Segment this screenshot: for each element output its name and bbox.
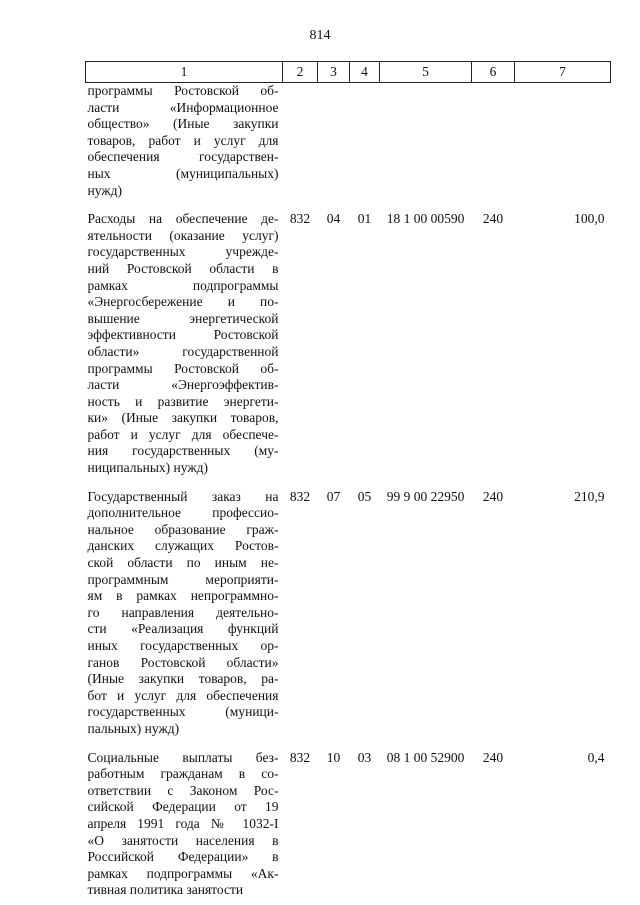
description-line: ятельности (оказание услуг) — [87, 227, 279, 243]
description-line: работным гражданам в со- — [87, 766, 279, 782]
description-line: го направления деятельно- — [87, 604, 279, 620]
table-row — [86, 83, 611, 200]
description-line: ных (муниципальных) — [87, 165, 279, 181]
section-code: 07 — [326, 488, 341, 504]
description-line: «О занятости населения в — [87, 832, 279, 848]
description-line: общество» (Иные закупки — [87, 116, 279, 132]
row-description — [86, 199, 283, 477]
column-header-2: 2 — [283, 62, 318, 83]
row-description — [86, 83, 283, 200]
description-line: Российской Федерации» в — [87, 849, 279, 865]
description-line: ганов Ростовской области» — [87, 654, 279, 670]
description-line: обеспечения государствен- — [87, 149, 279, 165]
section-code — [318, 83, 350, 200]
description-line: программы Ростовской об- — [87, 360, 279, 376]
description-line: пальных) нужд) — [87, 720, 180, 736]
amount: 0,4 — [587, 749, 605, 765]
description-line: Государственный заказ на — [87, 488, 279, 504]
amount — [515, 83, 611, 200]
section-code: 04 — [326, 211, 341, 227]
table-row — [86, 477, 611, 738]
expense-type-code: 240 — [482, 488, 504, 504]
description-line: апреля 1991 года № 1032-I — [87, 815, 279, 831]
page-number: 814 — [309, 28, 331, 43]
column-header-6: 6 — [472, 62, 515, 83]
description-line: иных государственных ор- — [87, 638, 279, 653]
description-line: бот и услуг для обеспечения — [87, 687, 279, 703]
column-header-5: 5 — [380, 62, 472, 83]
description-line: ской области по иным не- — [87, 555, 279, 571]
description-line: сти «Реализация функций — [87, 621, 279, 637]
description-line: товаров, работ и услуг для — [87, 132, 279, 148]
description-line: рамках подпрограммы — [87, 277, 279, 293]
description-line: ния государственных (му- — [87, 443, 279, 459]
amount: 100,0 — [574, 211, 605, 227]
description-line: ласти «Информационное — [87, 99, 279, 115]
subsection-code: 01 — [357, 211, 372, 227]
column-header-7: 7 — [515, 62, 611, 83]
target-article-code: 99 9 00 22950 — [386, 488, 465, 504]
description-line: нужд) — [87, 182, 122, 198]
budget-table — [85, 61, 611, 899]
expense-type-code: 240 — [482, 211, 504, 227]
subsection-code: 05 — [357, 488, 372, 504]
subsection-code: 03 — [357, 749, 372, 765]
description-line: ность и развитие энергети- — [87, 393, 279, 409]
description-line: Расходы на обеспечение де- — [87, 211, 279, 227]
target-article-code: 08 1 00 52900 — [386, 749, 465, 765]
row-description — [86, 477, 283, 738]
description-line: ям в рамках непрограммно- — [87, 588, 279, 604]
ministry-code: 832 — [289, 488, 311, 504]
description-line: эффективности Ростовской — [87, 327, 279, 343]
section-code: 10 — [326, 749, 341, 765]
column-header-4: 4 — [350, 62, 380, 83]
description-line: Социальные выплаты без- — [87, 749, 279, 765]
description-line: ответствии с Законом Рос- — [87, 782, 279, 798]
column-header-3: 3 — [318, 62, 350, 83]
description-line: (Иные закупки товаров, ра- — [87, 671, 279, 687]
description-line: тивная политика занятости — [87, 882, 244, 898]
ministry-code — [283, 83, 318, 200]
description-line: государственных учрежде- — [87, 244, 279, 260]
description-line: государственных (муници- — [87, 704, 279, 720]
description-line: программы Ростовской об- — [87, 83, 279, 98]
table-row — [86, 199, 611, 477]
expense-type-code — [472, 83, 515, 200]
expense-type-code: 240 — [482, 749, 504, 765]
description-line: дополнительное профессио- — [87, 505, 279, 521]
table-body — [86, 83, 611, 899]
description-line: «Энергосбережение и по- — [87, 294, 279, 310]
description-line: ниципальных) нужд) — [87, 460, 209, 476]
ministry-code: 832 — [289, 211, 311, 227]
subsection-code — [350, 83, 380, 200]
target-article-code — [380, 83, 472, 200]
table-row — [86, 738, 611, 899]
description-line: вышение энергетической — [87, 310, 279, 326]
ministry-code: 832 — [289, 749, 311, 765]
description-line: работ и услуг для обеспече- — [87, 426, 279, 442]
description-line: ласти «Энергоэффектив- — [87, 377, 279, 393]
description-line: ки» (Иные закупки товаров, — [87, 410, 279, 426]
description-line: сийской Федерации от 19 — [87, 799, 279, 815]
description-line: области» государственной — [87, 343, 279, 359]
table-header-row — [86, 62, 611, 83]
amount: 210,9 — [574, 488, 605, 504]
description-line: данских служащих Ростов- — [87, 538, 279, 554]
column-header-1: 1 — [86, 62, 283, 83]
description-line: рамках подпрограммы «Ак- — [87, 865, 279, 881]
description-line: ний Ростовской области в — [87, 260, 279, 276]
row-description — [86, 738, 283, 899]
description-line: нальное образование граж- — [87, 521, 279, 537]
target-article-code: 18 1 00 00590 — [386, 211, 465, 227]
description-line: программным мероприяти- — [87, 571, 279, 587]
